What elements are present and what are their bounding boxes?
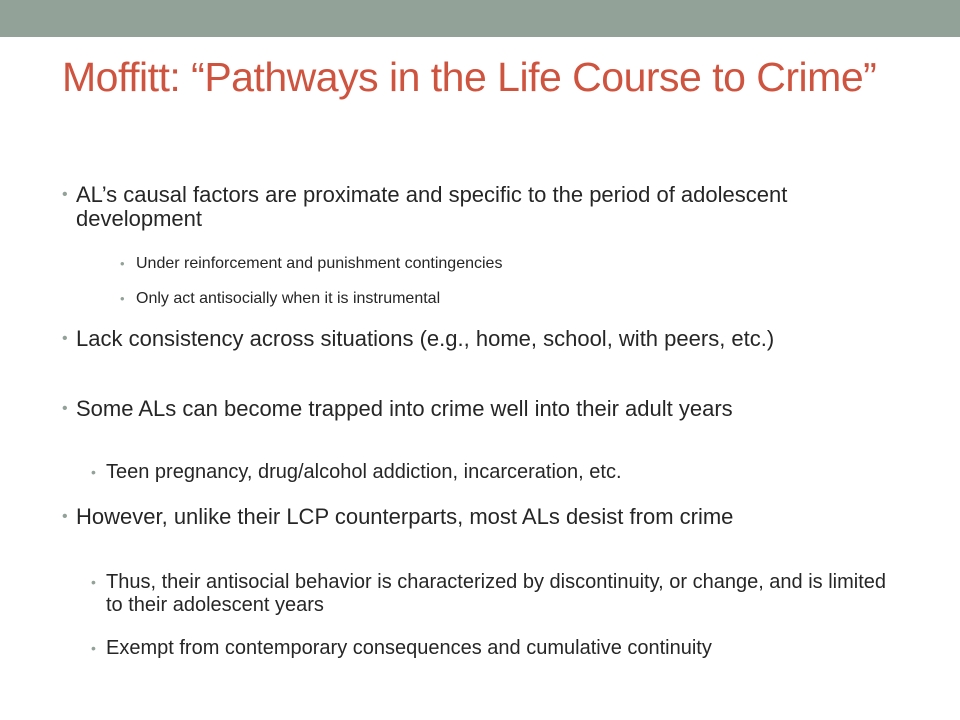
bullet-text: Some ALs can become trapped into crime well into their adult years: [76, 396, 733, 421]
sub-bullet-item: [120, 254, 896, 273]
bullet-text: Only act antisocially when it is instrumental: [136, 290, 441, 307]
bullet-text: Teen pregnancy, drug/alcohol addiction, incarceration, etc.: [106, 461, 622, 483]
bullet-item: [62, 326, 916, 351]
bullet-dot-icon: •: [62, 508, 68, 525]
bullet-text: However, unlike their LCP counterparts, most ALs desist from crime: [76, 504, 734, 529]
bullet-item: [62, 504, 916, 529]
bullet-dot-icon: •: [91, 574, 96, 590]
bullet-dot-icon: •: [120, 256, 125, 271]
bullet-dot-icon: •: [62, 400, 68, 417]
bullet-dot-icon: •: [62, 186, 68, 203]
bullet-dot-icon: •: [120, 291, 125, 306]
bullet-dot-icon: •: [91, 640, 96, 656]
bullet-text: Exempt from contemporary consequences and cumulative continuity: [106, 637, 712, 659]
bullet-text: Under reinforcement and punishment contingencies: [136, 255, 503, 272]
sub-bullet-item: [120, 289, 896, 308]
sub-bullet-item: [91, 571, 906, 617]
bullet-dot-icon: •: [62, 330, 68, 347]
bullet-text: AL’s causal factors are proximate and specific to the period of adolescent development: [76, 182, 788, 231]
bullet-item: [62, 182, 916, 231]
sub-bullet-item: [91, 461, 906, 484]
sub-bullet-item: [91, 637, 906, 660]
bullet-text: Thus, their antisocial behavior is characterized by discontinuity, or change, and is limited to their adolescent years: [106, 571, 887, 616]
bullet-item: [62, 396, 916, 421]
slide-title: Moffitt: “Pathways in the Life Course to Crime”: [62, 54, 877, 100]
bullet-text: Lack consistency across situations (e.g., home, school, with peers, etc.): [76, 326, 775, 351]
bullet-dot-icon: •: [91, 464, 96, 480]
